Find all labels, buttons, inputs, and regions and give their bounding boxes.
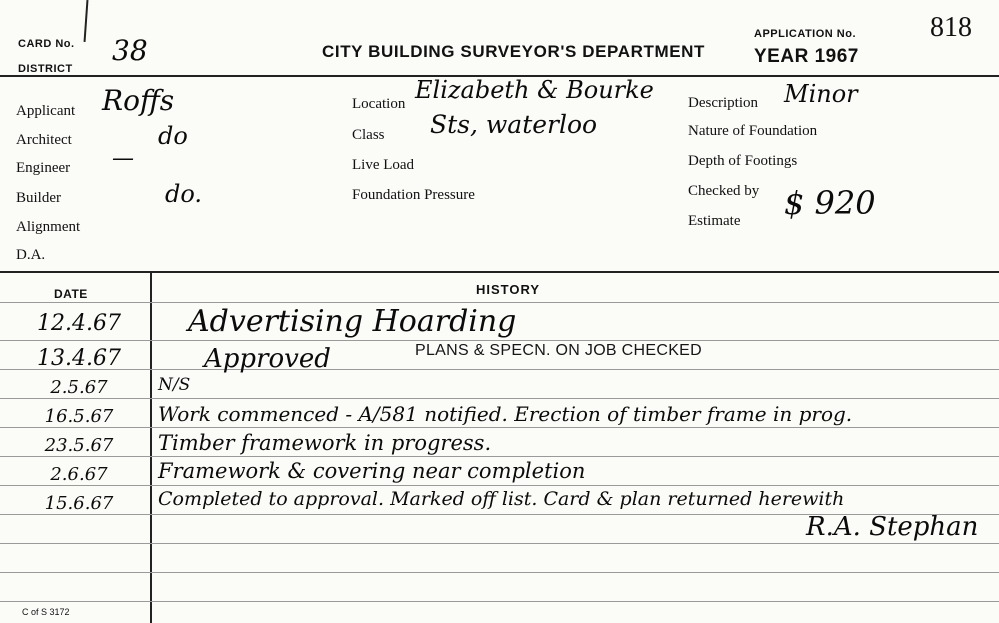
history-header: HISTORY: [476, 282, 541, 297]
application-label: APPLICATION No.: [754, 28, 857, 40]
class-value: Sts, waterloo: [430, 110, 598, 139]
ruling-line: [0, 572, 999, 573]
entry-text: Work commenced - A/581 notified. Erection of timber frame in prog.: [158, 402, 853, 426]
entry-date: 15.6.67: [44, 493, 114, 514]
ruling-line: [0, 302, 999, 303]
ruling-line: [0, 427, 999, 428]
entry-date: 23.5.67: [44, 435, 114, 456]
ruling-line: [0, 398, 999, 399]
estimate-value: $ 920: [784, 184, 876, 222]
live-load-label: Live Load: [352, 157, 415, 173]
district-label: DISTRICT: [18, 63, 73, 75]
ruling-line: [0, 601, 999, 602]
entry-text: N/S: [158, 375, 191, 395]
description-value: Minor: [784, 80, 858, 108]
foundation-pressure-label: Foundation Pressure: [352, 187, 475, 203]
checked-stamp: PLANS & SPECN. ON JOB CHECKED: [415, 342, 702, 359]
location-value: Elizabeth & Bourke: [415, 76, 654, 104]
card-edge-mark: [84, 0, 89, 42]
date-header: DATE: [54, 287, 88, 301]
engineer-label: Engineer: [16, 160, 71, 176]
ruling-line: [0, 456, 999, 457]
entry-date: 16.5.67: [44, 406, 114, 427]
entry-date: 2.5.67: [50, 377, 108, 398]
entry-date: 13.4.67: [37, 346, 121, 371]
entry-text: Approved: [204, 344, 331, 374]
checked-by-label: Checked by: [688, 183, 760, 199]
ruling-line: [0, 340, 999, 341]
nature-foundation-label: Nature of Foundation: [688, 123, 818, 139]
applicant-value: Roffs: [102, 84, 175, 117]
class-label: Class: [352, 127, 385, 143]
entry-text: Advertising Hoarding: [188, 304, 517, 339]
location-label: Location: [352, 96, 406, 112]
year-label: YEAR 1967: [754, 46, 859, 67]
engineer-value: —: [112, 146, 134, 171]
builder-value: do.: [165, 180, 203, 208]
form-number: C of S 3172: [22, 607, 70, 617]
signature: R.A. Stephan: [806, 512, 979, 542]
date-column-divider: [150, 273, 152, 623]
builder-label: Builder: [16, 190, 61, 206]
application-number: 818: [930, 12, 972, 43]
department-title: CITY BUILDING SURVEYOR'S DEPARTMENT: [322, 42, 706, 61]
card-no-label: CARD No.: [18, 38, 75, 50]
description-label: Description: [688, 95, 758, 111]
architect-value: do: [158, 122, 188, 150]
architect-label: Architect: [16, 132, 72, 148]
entry-text: Completed to approval. Marked off list. Card & plan returned herewith: [158, 488, 845, 510]
entry-text: Framework & covering near completion: [158, 459, 586, 483]
card-no-value: 38: [112, 34, 148, 67]
ruling-line: [0, 543, 999, 544]
entry-text: Timber framework in progress.: [158, 431, 492, 455]
alignment-label: Alignment: [16, 219, 81, 235]
da-label: D.A.: [16, 247, 46, 263]
entry-date: 2.6.67: [50, 464, 108, 485]
depth-footings-label: Depth of Footings: [688, 153, 798, 169]
entry-date: 12.4.67: [37, 311, 121, 336]
estimate-label: Estimate: [688, 213, 741, 229]
ruling-line: [0, 485, 999, 486]
applicant-label: Applicant: [16, 103, 76, 119]
